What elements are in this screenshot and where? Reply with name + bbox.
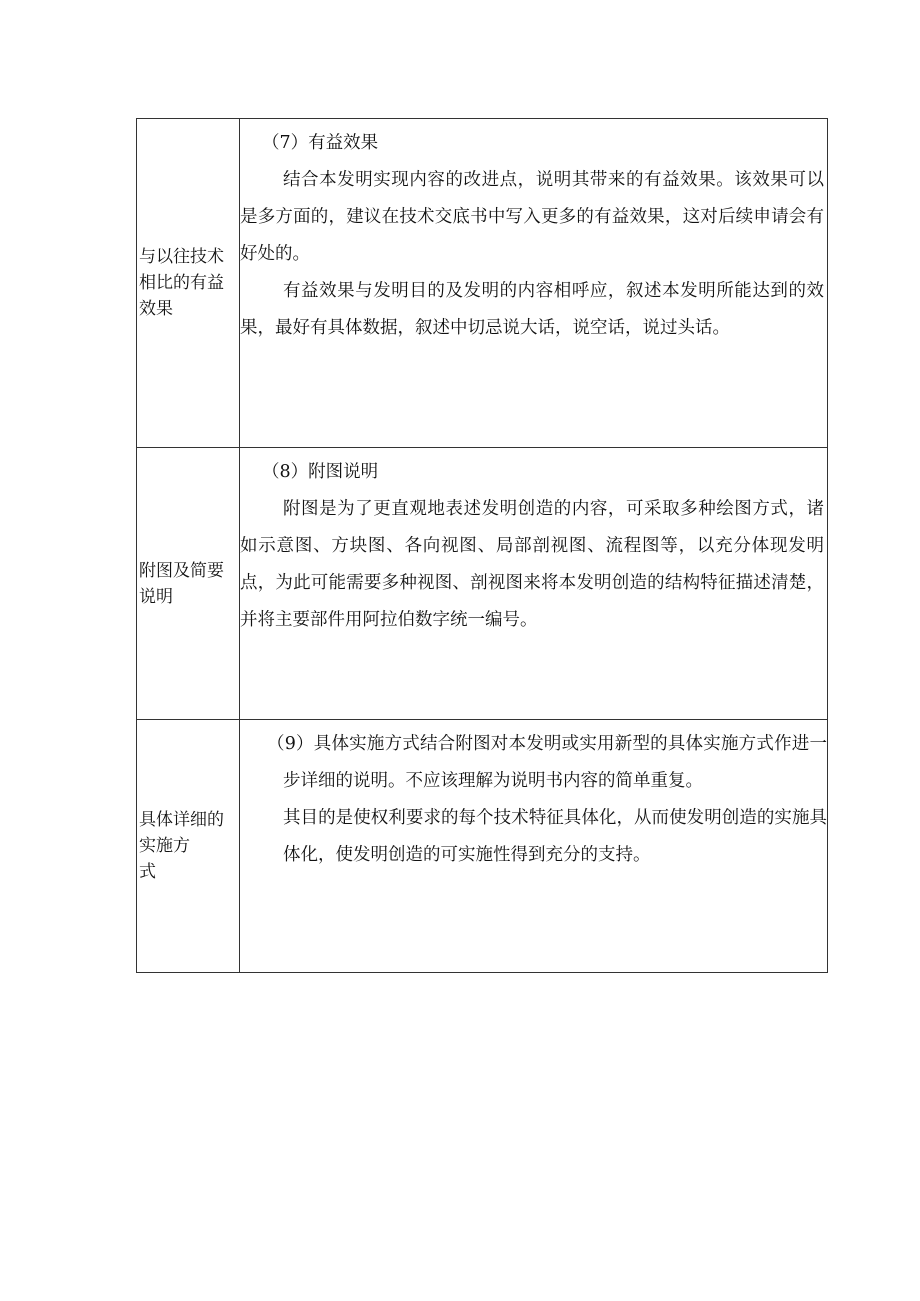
table-row-beneficial-effects <box>137 119 828 448</box>
row-label-cell <box>137 720 240 973</box>
row-content-cell <box>240 119 828 448</box>
section-heading: （7）有益效果 <box>262 133 379 153</box>
paragraph: 结合本发明实现内容的改进点，说明其带来的有益效果。该效果可以是多方面的，建议在技术交底书中写入更多的有益效果，这对后续申请会有好处的。 <box>240 170 824 264</box>
row-content-cell <box>240 720 828 973</box>
row-label-cell <box>137 448 240 720</box>
disclosure-table <box>136 118 828 973</box>
section-heading: （9）具体实施方式结合附图对本发明或实用新型的具体实施方式作进一步详细的说明。不应该理解为说明书内容的简单重复。 <box>267 734 827 791</box>
row-label: 与以往技术相比的有益效果 <box>139 247 224 319</box>
row-label-cell <box>137 119 240 448</box>
row-label: 具体详细的实施方 式 <box>139 810 224 882</box>
paragraph: 附图是为了更直观地表述发明创造的内容，可采取多种绘图方式，诸如示意图、方块图、各向视图、局部剖视图、流程图等，以充分体现发明点，为此可能需要多种视图、剖视图来将本发明创造的结构特征描述清楚，并将主要部件用阿拉伯数字统一编号。 <box>240 499 824 630</box>
paragraph: 有益效果与发明目的及发明的内容相呼应，叙述本发明所能达到的效果，最好有具体数据，叙述中切忌说大话，说空话，说过头话。 <box>240 281 824 338</box>
section-heading: （8）附图说明 <box>262 462 379 482</box>
row-content-cell <box>240 448 828 720</box>
row-label: 附图及简要说明 <box>139 560 224 607</box>
paragraph: 其目的是使权利要求的每个技术特征具体化，从而使发明创造的实施具体化，使发明创造的可实施性得到充分的支持。 <box>283 808 827 865</box>
table-row-embodiment <box>137 720 828 973</box>
table-row-drawings <box>137 448 828 720</box>
